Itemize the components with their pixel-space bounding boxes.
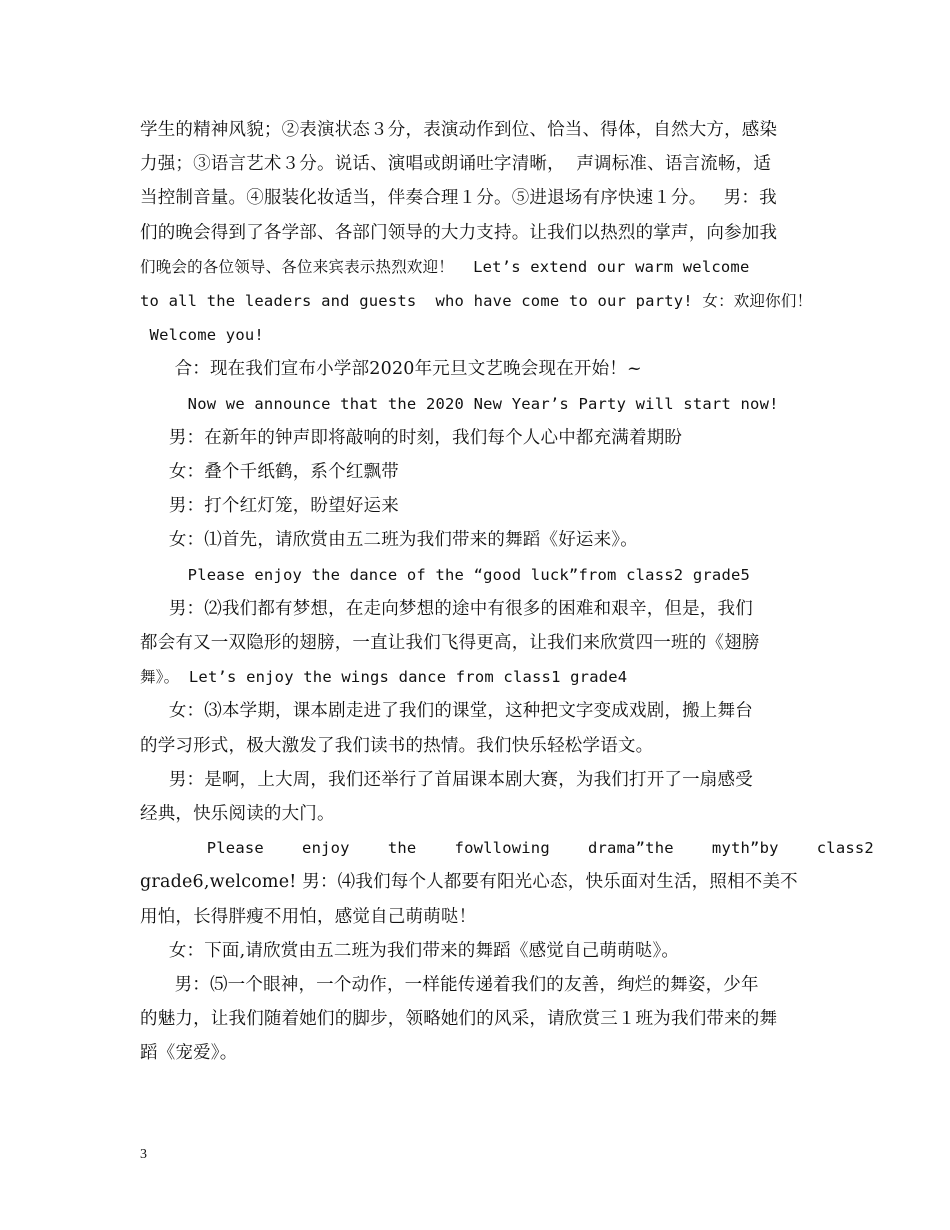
text-line: 舞》。 Let’s enjoy the wings dance from class1 grade4 bbox=[140, 668, 628, 687]
text-line: 们晚会的各位领导、各位来宾表示热烈欢迎！ Let’s extend our warm welcome bbox=[140, 257, 750, 276]
text-line: Welcome you! bbox=[140, 326, 264, 345]
text-line: Now we announce that the 2020 New Year’s Party will start now! bbox=[140, 394, 779, 413]
text-line: Please enjoy the fowllowing drama”the myth”by class2 bbox=[140, 839, 874, 858]
document-body bbox=[140, 113, 874, 1071]
text-line: 男：⑵我们都有梦想，在走向梦想的途中有很多的困难和艰辛，但是，我们 bbox=[140, 598, 753, 619]
text-line: to all the leaders and guests who have come to our party! 女：欢迎你们！ bbox=[140, 292, 813, 311]
text-line: 合：现在我们宣布小学部2020年元旦文艺晚会现在开始！~ bbox=[140, 359, 642, 380]
text-line: 当控制音量。④服装化妆适当，伴奏合理１分。⑤进退场有序快速１分。 男：我 bbox=[140, 188, 777, 209]
text-line: 用怕，长得胖瘦不用怕，感觉自己萌萌哒！ bbox=[140, 906, 477, 927]
text-line: 女：下面,请欣赏由五二班为我们带来的舞蹈《感觉自己萌萌哒》。 bbox=[140, 940, 680, 961]
text-line: Please enjoy the dance of the “good luck”from class2 grade5 bbox=[140, 565, 751, 584]
text-line: 男：⑸一个眼神，一个动作，一样能传递着我们的友善，绚烂的舞姿，少年 bbox=[140, 975, 759, 996]
text-line: 的魅力，让我们随着她们的脚步，领略她们的风采，请欣赏三１班为我们带来的舞 bbox=[140, 1009, 778, 1030]
text-line: 女：⑶本学期，课本剧走进了我们的课堂，这种把文字变成戏剧，搬上舞台 bbox=[140, 701, 753, 722]
text-line: 的学习形式，极大激发了我们读书的热情。我们快乐轻松学语文。 bbox=[140, 735, 654, 756]
page-number: 3 bbox=[140, 1147, 147, 1162]
text-line: 们的晚会得到了各学部、各部门领导的大力支持。让我们以热烈的掌声，向参加我 bbox=[140, 222, 778, 243]
text-line: 男：打个红灯笼，盼望好运来 bbox=[140, 496, 399, 517]
text-line: 男：是啊，上大周，我们还举行了首届课本剧大赛，为我们打开了一扇感受 bbox=[140, 769, 753, 790]
text-line: 学生的精神风貌；②表演状态３分，表演动作到位、恰当、得体，自然大方，感染 bbox=[140, 120, 778, 140]
text-line: 都会有又一双隐形的翅膀，一直让我们飞得更高，让我们来欣赏四一班的《翅膀 bbox=[140, 633, 760, 654]
text-line: 女：叠个千纸鹤，系个红飘带 bbox=[140, 462, 399, 483]
text-line: 蹈《宠爱》。 bbox=[140, 1043, 238, 1064]
text-line: grade6,welcome! 男：⑷我们每个人都要有阳光心态，快乐面对生活，照相不美不 bbox=[140, 872, 798, 893]
text-line: 男：在新年的钟声即将敲响的时刻，我们每个人心中都充满着期盼 bbox=[140, 427, 683, 448]
text-line: 女：⑴首先，请欣赏由五二班为我们带来的舞蹈《好运来》。 bbox=[140, 530, 638, 551]
text-line: 力强；③语言艺术３分。说话、演唱或朗诵吐字清晰， 声调标准、语言流畅，适 bbox=[140, 154, 772, 175]
text-line: 经典，快乐阅读的大门。 bbox=[140, 804, 335, 825]
